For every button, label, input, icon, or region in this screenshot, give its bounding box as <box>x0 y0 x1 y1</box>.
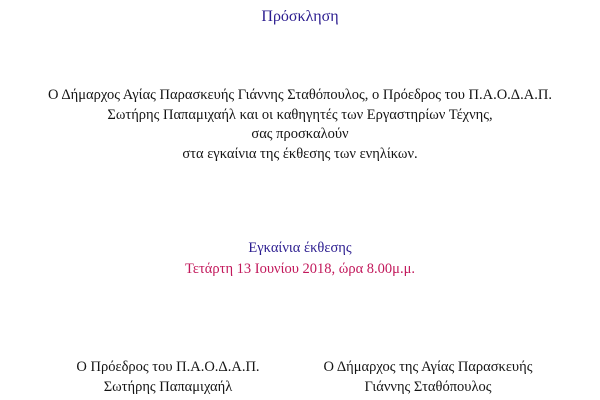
body-line-1: Ο Δήμαρχος Αγίας Παρασκευής Γιάννης Σταθόπουλος, ο Πρόεδρος του Π.Α.Ο.Δ.Α.Π. <box>48 87 552 103</box>
event-date: Τετάρτη 13 Ιουνίου 2018, ώρα 8.00μ.μ. <box>185 261 415 277</box>
signature-right <box>318 357 538 397</box>
signature-left-role: Ο Πρόεδρος του Π.Α.Ο.Δ.Α.Π. <box>76 359 260 375</box>
body-line-2: Σωτήρης Παπαμιχαήλ και οι καθηγητές των Εργαστηρίων Τέχνης, <box>107 106 493 123</box>
signature-right-role: Ο Δήμαρχος της Αγίας Παρασκευής <box>323 359 533 375</box>
body-line-3: σας προσκαλούν <box>251 126 349 142</box>
invitation-title: Πρόσκληση <box>261 8 339 25</box>
body-line-4: στα εγκαίνια της έκθεσης των ενηλίκων. <box>182 145 418 162</box>
invitation-body <box>0 86 600 164</box>
event-title: Εγκαίνια έκθεσης <box>248 240 352 256</box>
signature-left <box>68 357 268 397</box>
signature-left-name: Σωτήρης Παπαμιχαήλ <box>103 379 233 395</box>
signature-right-name: Γιάννης Σταθόπουλος <box>364 379 492 395</box>
